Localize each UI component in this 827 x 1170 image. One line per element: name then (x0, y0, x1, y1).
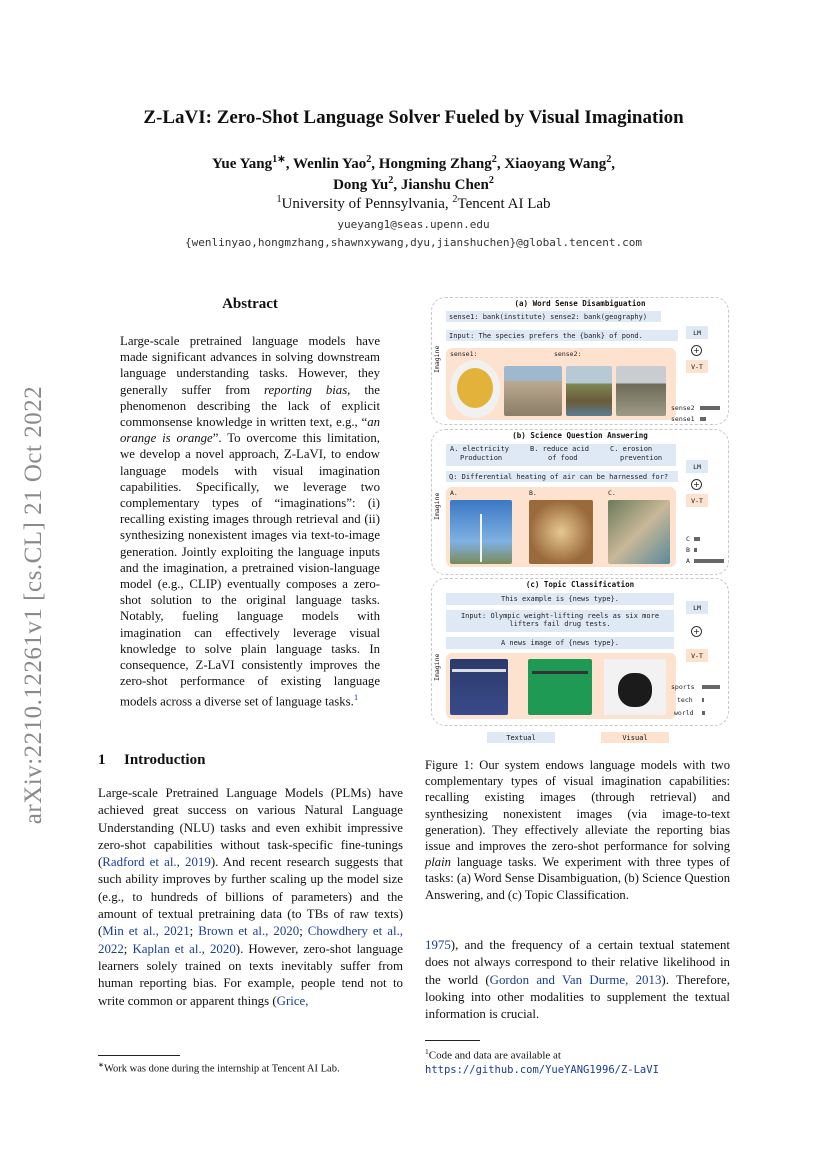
author-sup: 2 (388, 175, 394, 186)
imagine-label: Imagine (433, 345, 441, 373)
score-bar-sense1 (700, 417, 706, 421)
textual-prompt: This example is {news type}. (446, 593, 674, 605)
legend-textual: Textual (487, 732, 555, 743)
bar-label: sense1 (671, 415, 695, 423)
figure-1 (425, 295, 735, 745)
email-upenn: yueyang1@seas.upenn.edu (337, 218, 490, 231)
citation-link[interactable]: Gordon and Van Durme, 2013 (489, 972, 662, 987)
tc-input-line2: lifters fail drug tests. (509, 620, 611, 628)
weightlifter-image-3 (604, 659, 666, 715)
bar-label: world (674, 709, 694, 717)
intro-text: ). And recent research suggests that such ability improves by further scaling up the model size (e.g., to hundreds of billions of parameters) and the amount of textual pretraining data (to TBs of raw texts) ( (98, 855, 403, 939)
panel-topic (431, 578, 729, 726)
score-bar-tech (702, 698, 704, 702)
bank-building-image (504, 366, 562, 416)
vt-box: V-T (686, 360, 708, 373)
citation-link[interactable]: Radford et al., 2019 (102, 855, 211, 870)
section-number: 1 (98, 752, 106, 768)
score-bar-sports (702, 685, 720, 689)
intro-text: ; (189, 924, 199, 939)
caption-emphasis: plain (425, 855, 451, 870)
image-label: A. (450, 489, 458, 497)
ensemble-icon: + (691, 479, 702, 490)
image-label: B. (529, 489, 537, 497)
author-sup: 2 (491, 154, 497, 165)
option-c: C. erosion (610, 445, 653, 453)
intro-text: ; (299, 924, 308, 939)
caption-text: language tasks. We experiment with three types of tasks: (a) Word Sense Disambiguation, (b) Science Question Answering, and (c) Topic Classification. (425, 855, 730, 902)
intro-text: ), and the frequency of a certain textual statement does not always correspond to their relative likelihood in the world ( (425, 938, 730, 987)
bar-label: A (686, 557, 690, 565)
footnote-rule (425, 1040, 480, 1041)
intro-text: ). However, zero-shot language learners solely trained on texts inevitably suffer from human reporting bias. For example, people tend not to write common or apparent things ( (98, 941, 403, 1008)
citation-link[interactable]: Chowdhery et al., 2022 (98, 924, 403, 956)
imagine-label: Imagine (433, 653, 441, 681)
panel-sqa (431, 429, 729, 575)
panel-wsd (431, 297, 729, 425)
affil-sup: 1 (276, 194, 282, 205)
footnote-text: Work was done during the internship at Tencent AI Lab. (103, 1063, 340, 1075)
intro-text: ). Therefore, looking into other modalities to supplement the textual information is crucial. (425, 972, 730, 1022)
lm-box: LM (686, 326, 708, 339)
author-name: Jianshu Chen (400, 177, 489, 193)
ensemble-icon: + (691, 345, 702, 356)
author-line-1: Yue Yang$^{1∗}$, Wenlin Yao$^2$, Hongming Zhang$^2$, Xiaoyang Wang$^2$, (211, 154, 616, 172)
email-tencent: {wenlinyao,hongmzhang,shawnxywang,dyu,jianshuchen}@global.tencent.com (185, 236, 642, 249)
vt-box: V-T (686, 649, 708, 662)
paper-title: Z-LaVI: Zero-Shot Language Solver Fueled by Visual Imagination (143, 107, 684, 128)
option-c-line2: prevention (620, 454, 663, 462)
footnote-code (425, 1045, 735, 1077)
abstract-text: Large-scale pretrained language models have made significant advances in solving downstream language understanding tasks. However, they generally suffer from (120, 334, 380, 397)
tc-input-line1: Input: Olympic weight-lifting reels as six more (460, 612, 660, 620)
weightlifter-image-2 (528, 659, 592, 715)
bank-institute-logo-image (450, 360, 500, 418)
citation-link[interactable]: Grice, (276, 993, 309, 1008)
tc-input (446, 610, 674, 632)
riverbank-image-1 (566, 366, 612, 416)
sense1-label: sense1: (450, 350, 478, 358)
score-bar-sense2 (700, 406, 720, 410)
abstract-heading: Abstract (222, 296, 278, 312)
score-bar-a (694, 559, 724, 563)
legend-visual: Visual (601, 732, 669, 743)
footnote-mark[interactable]: 1 (353, 692, 359, 703)
sqa-question: Q: Differential heating of air can be harnessed for? (446, 471, 678, 482)
author-name: Dong Yu (333, 177, 389, 193)
affil-tencent: Tencent AI Lab (457, 196, 551, 212)
footnote-mark: ∗ (98, 1061, 104, 1069)
visual-prompt: A news image of {news type}. (446, 637, 674, 649)
author-name: Xiaoyang Wang (504, 156, 607, 172)
citation-link[interactable]: Min et al., 2021 (102, 924, 190, 939)
lm-box: LM (686, 460, 708, 473)
bar-label: C (686, 535, 690, 543)
bar-label: sense2 (671, 404, 695, 412)
option-a: A. electricity (450, 445, 510, 453)
panel-title: (a) Word Sense Disambiguation (514, 299, 646, 308)
caption-text: Our system endows language models with two complementary types of visual imagination capabilities: recalling existing images (through retrieval) and synthesizing nonexistent images (via image-to-text generation). They effectively alleviate the reporting bias issue and improves the zero-shot performance for solving (425, 758, 730, 854)
intro-paragraph-continued (425, 937, 730, 1023)
intro-text: ; (123, 941, 133, 956)
bar-label: B (686, 546, 690, 554)
author-name: Yue Yang (211, 156, 273, 172)
intro-text: Large-scale Pretrained Language Models (PLMs) have achieved great success on various Natural Language Understanding (NLU) tasks and even exhibit impressive zero-shot capabilities without task-specific fine-tunings ( (98, 786, 403, 870)
section-title: Introduction (124, 752, 206, 768)
affil-sup: 2 (452, 194, 458, 205)
erosion-image (608, 500, 670, 564)
imagine-label: Imagine (433, 492, 441, 520)
sense-definitions: sense1: bank(institute) sense2: bank(geography) (446, 311, 661, 322)
score-bar-c (694, 537, 700, 541)
bar-label: sports (671, 683, 695, 691)
affil-upenn: University of Pennsylvania, (281, 196, 453, 212)
food-image (529, 500, 593, 564)
abstract-text: , the phenomenon describing the lack of explicit commonsense knowledge in written text, e.g., “ (120, 382, 380, 430)
citation-link[interactable]: Kaplan et al., 2020 (132, 941, 236, 956)
sense2-label: sense2: (554, 350, 582, 358)
section-heading-introduction (98, 752, 205, 769)
wind-turbine-image (450, 500, 512, 564)
panel-title: (b) Science Question Answering (512, 431, 648, 440)
answer-options (446, 444, 676, 466)
option-a-line2: Production (460, 454, 503, 462)
footnote-rule (98, 1055, 180, 1056)
citation-link[interactable]: Brown et al., 2020 (198, 924, 300, 939)
ensemble-icon: + (691, 626, 702, 637)
figure-caption (425, 757, 730, 903)
author-name: Hongming Zhang (378, 156, 492, 172)
wsd-input: Input: The species prefers the {bank} of pond. (446, 330, 678, 341)
author-name: Wenlin Yao (292, 156, 367, 172)
author-sup: 2 (606, 154, 612, 165)
panel-title: (c) Topic Classification (525, 580, 635, 589)
footnote-text: Code and data are available at (428, 1049, 561, 1062)
affiliations (0, 194, 827, 213)
citation-link[interactable]: 1975 (425, 938, 451, 952)
author-sup: 1∗ (272, 154, 286, 165)
author-sup: 2 (366, 154, 372, 165)
abstract-body (120, 333, 380, 710)
code-url-link[interactable]: https://github.com/YueYANG1996/Z-LaVI (425, 1063, 659, 1076)
score-bar-b (694, 548, 697, 552)
abstract-emphasis: an orange is orange (120, 415, 380, 446)
riverbank-image-2 (616, 366, 666, 416)
abstract-text: ”. To overcome this limitation, we develop a novel approach, Z-LaVI, to endow language models with visual imagination capabilities. Specifically, we leverage two complementary types of “imaginations”: (i) recalling existing images through retrieval and (ii) synthesizing nonexistent images via text-to-image generation. Jointly exploiting the language inputs and the imagination, a pretrained vision-language model (e.g., CLIP) eventually composes a zero-shot solution to the original language tasks. Notably, fueling language models with imagination can effectively leverage visual knowledge to solve plain language tasks. In consequence, Z-LaVI consistently improves the zero-shot performance of existing language models across a diverse set of language tasks. (120, 431, 380, 709)
option-b-line2: of food (548, 454, 578, 462)
arxiv-id: arXiv:2210.12261v1 [cs.CL] 21 Oct 2022 (20, 385, 47, 825)
option-b: B. reduce acid (530, 445, 590, 453)
score-bar-world (702, 711, 705, 715)
author-sup: 2 (488, 175, 494, 186)
lm-box: LM (686, 601, 708, 614)
abstract-emphasis: reporting bias (264, 382, 348, 397)
intro-paragraph (98, 785, 403, 1010)
footnote-mark: 1 (425, 1047, 429, 1056)
footnote-internship (98, 1060, 340, 1075)
author-line-2: Dong Yu$^2$, Jianshu Chen$^2$ (333, 175, 494, 193)
image-label: C. (608, 489, 616, 497)
arxiv-stamp (4, 365, 64, 845)
caption-label: Figure 1: (425, 758, 474, 772)
weightlifter-image-1 (450, 659, 508, 715)
vt-box: V-T (686, 494, 708, 507)
bar-label: tech (677, 696, 693, 704)
